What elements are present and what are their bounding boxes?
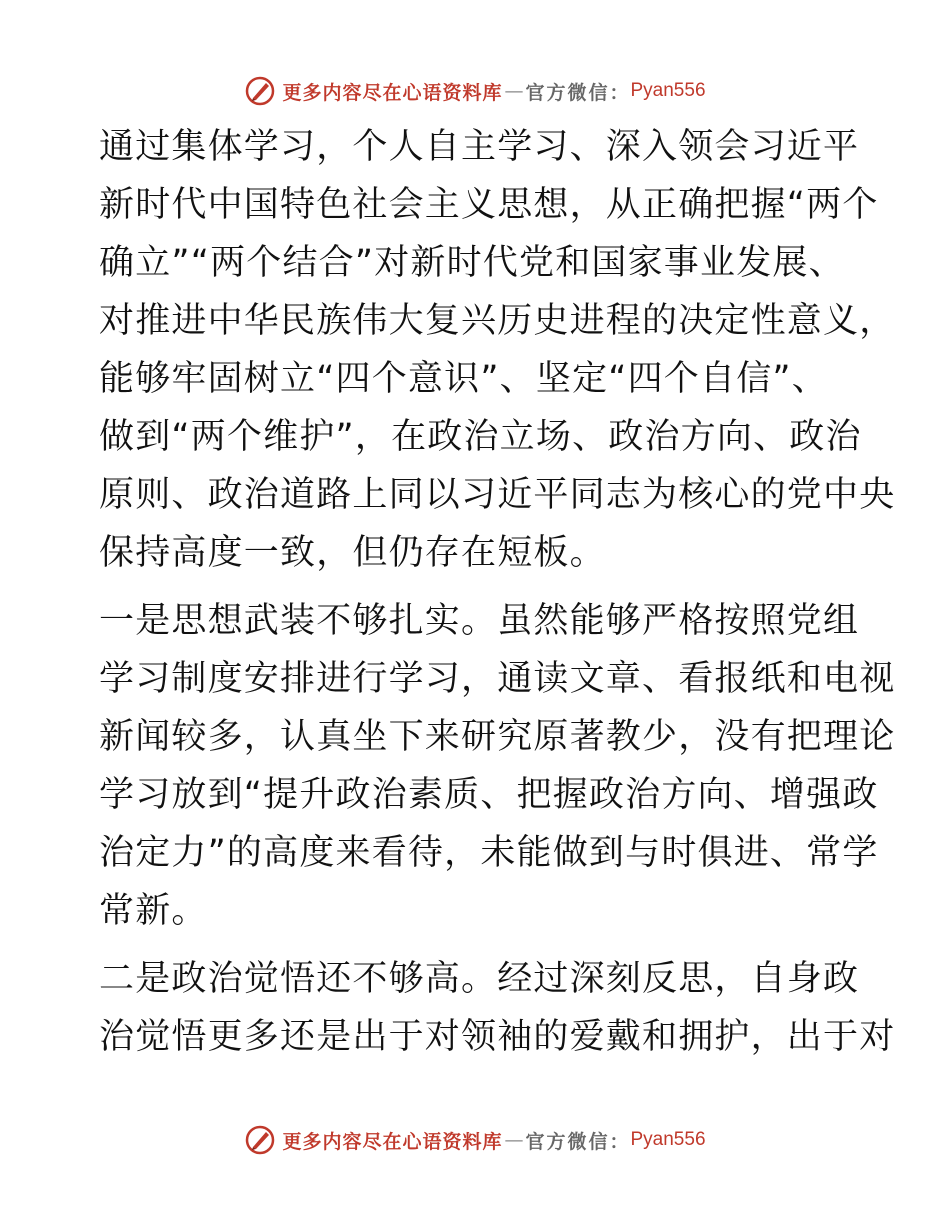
text-line: 原则、政治道路上同以习近平同志为核心的党中央 xyxy=(99,475,896,515)
text-line: 对推进中华民族伟大复兴历史进程的决定性意义， xyxy=(99,301,896,341)
text-line: 能够牢固树立“四个意识”、坚定“四个自信”、 xyxy=(99,359,828,399)
text-line: 二是政治觉悟还不够高。经过深刻反思，自身政 xyxy=(99,959,860,999)
header-brand-text: 更多内容尽在心语资料库 xyxy=(282,81,503,104)
text-line: 保持高度一致，但仍存在短板。 xyxy=(99,533,606,573)
text-line: 通过集体学习，个人自主学习、深入领会习近平 xyxy=(99,127,860,167)
text-line: 治定力”的高度来看待，未能做到与时俱进、常学 xyxy=(99,833,879,873)
quill-seal-icon xyxy=(244,75,276,107)
text-line: 新时代中国特色社会主义思想，从正确把握“两个 xyxy=(99,185,879,225)
footer-handle: Pyan556 xyxy=(630,1129,706,1150)
header-banner xyxy=(0,71,950,111)
footer-banner xyxy=(0,1120,950,1160)
text-line: 做到“两个维护”，在政治立场、政治方向、政治 xyxy=(99,417,862,457)
footer-brand-text: 更多内容尽在心语资料库 xyxy=(282,1130,503,1153)
header-official-label: 官方微信： xyxy=(525,81,631,104)
text-line: 常新。 xyxy=(99,891,208,931)
text-line: 确立”“两个结合”对新时代党和国家事业发展、 xyxy=(99,243,845,283)
text-line: 治觉悟更多还是出于对领袖的爱戴和拥护，出于对 xyxy=(99,1017,896,1057)
quill-seal-icon xyxy=(244,1124,276,1156)
footer-separator: — xyxy=(504,1129,524,1151)
document-body xyxy=(99,118,896,1076)
text-line: 一是思想武装不够扎实。虽然能够严格按照党组 xyxy=(99,601,860,641)
text-line: 新闻较多，认真坐下来研究原著教少，没有把理论 xyxy=(99,717,896,757)
footer-official-label: 官方微信： xyxy=(525,1130,631,1153)
header-handle: Pyan556 xyxy=(630,80,706,101)
text-line: 学习放到“提升政治素质、把握政治方向、增强政 xyxy=(99,775,879,815)
paragraph-2 xyxy=(99,592,896,940)
header-separator: — xyxy=(504,80,524,102)
paragraph-3 xyxy=(99,950,896,1066)
paragraph-1 xyxy=(99,118,896,582)
text-line: 学习制度安排进行学习，通读文章、看报纸和电视 xyxy=(99,659,896,699)
